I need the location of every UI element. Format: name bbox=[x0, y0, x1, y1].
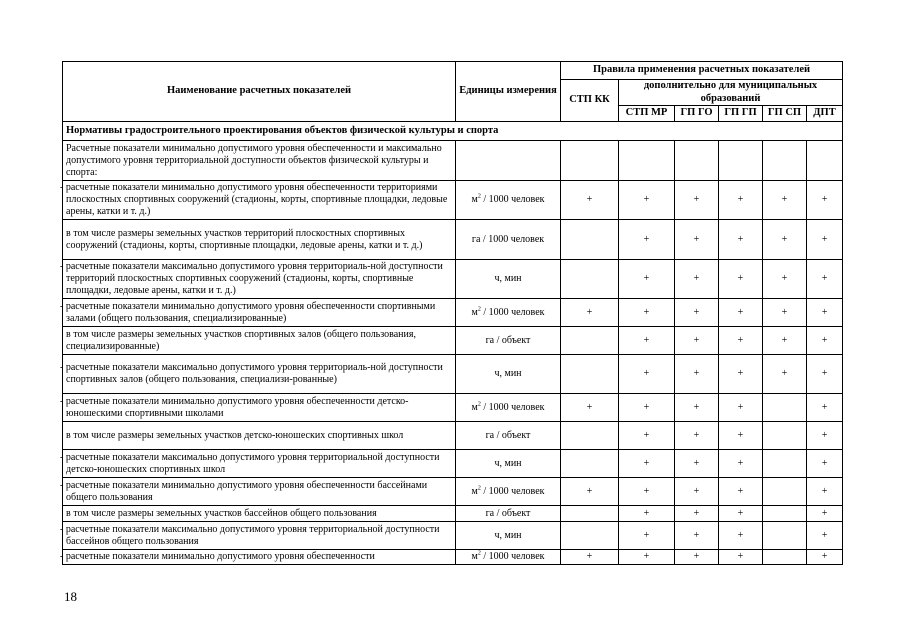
indicator-name: в том числе размеры земельных участков территорий плоскостных спортивных сооружений (стадионы, корты, спортивные площадки, ледовые арены, катки и т. д.) bbox=[63, 220, 456, 260]
applicability-mark: + bbox=[675, 394, 719, 422]
section-title: Нормативы градостроительного проектирования объектов физической культуры и спорта bbox=[63, 122, 843, 141]
applicability-mark: + bbox=[561, 394, 619, 422]
applicability-mark bbox=[561, 522, 619, 550]
applicability-mark: + bbox=[619, 506, 675, 522]
applicability-mark bbox=[561, 260, 619, 299]
applicability-mark bbox=[807, 141, 843, 181]
indicator-unit: га / 1000 человек bbox=[456, 220, 561, 260]
applicability-mark: + bbox=[719, 181, 763, 220]
indicator-name: - расчетные показатели минимально допустимого уровня обеспеченности спортивными залами (общего пользования, специализированные) bbox=[63, 299, 456, 327]
applicability-mark: + bbox=[763, 355, 807, 394]
applicability-mark: + bbox=[675, 422, 719, 450]
applicability-mark: + bbox=[561, 181, 619, 220]
header-dpt: ДПТ bbox=[807, 106, 843, 122]
applicability-mark: + bbox=[807, 450, 843, 478]
applicability-mark: + bbox=[619, 550, 675, 565]
applicability-mark: + bbox=[619, 478, 675, 506]
applicability-mark bbox=[763, 141, 807, 181]
indicator-unit: га / объект bbox=[456, 422, 561, 450]
applicability-mark: + bbox=[763, 220, 807, 260]
applicability-mark: + bbox=[675, 181, 719, 220]
header-stp-mr: СТП МР bbox=[619, 106, 675, 122]
indicator-name: - расчетные показатели максимально допустимого уровня территориальной доступности детско-юношеских спортивных школ bbox=[63, 450, 456, 478]
page-number: 18 bbox=[64, 589, 77, 604]
indicator-name: - расчетные показатели максимально допустимого уровня территориаль-ной доступности спортивных залов (общего пользования, специализи-рованные) bbox=[63, 355, 456, 394]
header-units: Единицы измерения bbox=[456, 62, 561, 122]
applicability-mark bbox=[561, 422, 619, 450]
table-row bbox=[63, 478, 843, 506]
applicability-mark: + bbox=[675, 355, 719, 394]
table-row bbox=[63, 260, 843, 299]
header-name: Наименование расчетных показателей bbox=[63, 62, 456, 122]
header-additional: дополнительно для муниципальных образований bbox=[619, 80, 843, 106]
table-row bbox=[63, 141, 843, 181]
applicability-mark: + bbox=[675, 299, 719, 327]
applicability-mark: + bbox=[719, 522, 763, 550]
applicability-mark: + bbox=[807, 506, 843, 522]
table-body bbox=[60, 122, 843, 565]
indicator-unit: $м^2 / 1000$ человек bbox=[456, 550, 561, 565]
applicability-mark: + bbox=[675, 478, 719, 506]
applicability-mark: + bbox=[619, 522, 675, 550]
applicability-mark: + bbox=[719, 299, 763, 327]
header-gp-gp: ГП ГП bbox=[719, 106, 763, 122]
applicability-mark: + bbox=[807, 327, 843, 355]
header-rules: Правила применения расчетных показателей bbox=[561, 62, 843, 80]
applicability-mark: + bbox=[719, 478, 763, 506]
applicability-mark: + bbox=[807, 478, 843, 506]
indicator-name: в том числе размеры земельных участков детско-юношеских спортивных школ bbox=[63, 422, 456, 450]
applicability-mark: + bbox=[619, 327, 675, 355]
indicator-unit: $м^2 / 1000$ человек bbox=[456, 181, 561, 220]
header-gp-sp: ГП СП bbox=[763, 106, 807, 122]
applicability-mark: + bbox=[619, 394, 675, 422]
indicator-name: в том числе размеры земельных участков бассейнов общего пользования bbox=[63, 506, 456, 522]
applicability-mark: + bbox=[719, 506, 763, 522]
indicator-unit: га / объект bbox=[456, 327, 561, 355]
table-row bbox=[63, 220, 843, 260]
applicability-mark: + bbox=[719, 220, 763, 260]
indicator-name: - расчетные показатели максимально допустимого уровня территориальной доступности бассейнов общего пользования bbox=[63, 522, 456, 550]
applicability-mark: + bbox=[807, 299, 843, 327]
applicability-mark: + bbox=[675, 327, 719, 355]
applicability-mark bbox=[561, 141, 619, 181]
applicability-mark bbox=[763, 394, 807, 422]
indicator-name: - расчетные показатели минимально допустимого уровня обеспеченности территориями плоскостных спортивных сооружений (стадионы, корты, спортивные площадки, ледовые арены, катки и т. д.) bbox=[63, 181, 456, 220]
table-row bbox=[63, 299, 843, 327]
applicability-mark: + bbox=[619, 260, 675, 299]
applicability-mark: + bbox=[561, 478, 619, 506]
table-row bbox=[63, 394, 843, 422]
applicability-mark: + bbox=[675, 522, 719, 550]
table-row bbox=[63, 450, 843, 478]
applicability-mark: + bbox=[675, 506, 719, 522]
applicability-mark: + bbox=[807, 260, 843, 299]
applicability-mark: + bbox=[675, 220, 719, 260]
applicability-mark: + bbox=[763, 260, 807, 299]
table-row bbox=[63, 506, 843, 522]
table-row bbox=[63, 422, 843, 450]
table-row bbox=[63, 355, 843, 394]
table-header bbox=[63, 62, 843, 122]
applicability-mark: + bbox=[675, 450, 719, 478]
table-row bbox=[63, 181, 843, 220]
applicability-mark bbox=[763, 522, 807, 550]
applicability-mark: + bbox=[619, 181, 675, 220]
applicability-mark: + bbox=[619, 220, 675, 260]
applicability-mark: + bbox=[719, 260, 763, 299]
indicator-unit: ч, мин bbox=[456, 522, 561, 550]
indicator-unit: ч, мин bbox=[456, 260, 561, 299]
applicability-mark: + bbox=[561, 299, 619, 327]
applicability-mark: + bbox=[719, 450, 763, 478]
applicability-mark bbox=[763, 450, 807, 478]
applicability-mark: + bbox=[763, 327, 807, 355]
applicability-mark bbox=[763, 506, 807, 522]
applicability-mark bbox=[561, 355, 619, 394]
applicability-mark: + bbox=[763, 181, 807, 220]
applicability-mark: + bbox=[675, 260, 719, 299]
applicability-mark: + bbox=[719, 355, 763, 394]
indicator-name: Расчетные показатели минимально допустимого уровня обеспеченности и максимально допустимого уровня территориальной доступности объектов физической культуры и спорта: bbox=[63, 141, 456, 181]
indicator-unit: ч, мин bbox=[456, 450, 561, 478]
applicability-mark bbox=[719, 141, 763, 181]
header-stp-kk: СТП КК bbox=[561, 80, 619, 122]
applicability-mark: + bbox=[719, 422, 763, 450]
applicability-mark: + bbox=[675, 550, 719, 565]
applicability-mark bbox=[561, 220, 619, 260]
applicability-mark: + bbox=[719, 327, 763, 355]
applicability-mark bbox=[561, 450, 619, 478]
header-gp-go: ГП ГО bbox=[675, 106, 719, 122]
applicability-mark bbox=[763, 550, 807, 565]
indicator-unit: га / объект bbox=[456, 506, 561, 522]
applicability-mark bbox=[561, 506, 619, 522]
indicator-name: - расчетные показатели минимально допустимого уровня обеспеченности детско-юношескими спортивными школами bbox=[63, 394, 456, 422]
applicability-mark bbox=[763, 478, 807, 506]
applicability-mark bbox=[619, 141, 675, 181]
applicability-mark: + bbox=[807, 394, 843, 422]
applicability-mark: + bbox=[619, 299, 675, 327]
indicator-name: - расчетные показатели максимально допустимого уровня территориаль-ной доступности территорий плоскостных спортивных сооружений (стадионы, корты, спортивные площадки, ледовые арены, катки и т. д.) bbox=[63, 260, 456, 299]
applicability-mark: + bbox=[619, 355, 675, 394]
applicability-mark: + bbox=[719, 394, 763, 422]
applicability-mark: + bbox=[807, 522, 843, 550]
indicator-unit: $м^2 / 1000$ человек bbox=[456, 299, 561, 327]
indicator-unit bbox=[456, 141, 561, 181]
norms-table bbox=[62, 61, 843, 565]
section-row bbox=[63, 122, 843, 141]
indicator-name: - расчетные показатели минимально допустимого уровня обеспеченности bbox=[63, 550, 456, 565]
indicator-unit: $м^2 / 1000$ человек bbox=[456, 394, 561, 422]
table-row bbox=[63, 327, 843, 355]
indicator-unit: ч, мин bbox=[456, 355, 561, 394]
applicability-mark: + bbox=[619, 422, 675, 450]
applicability-mark: + bbox=[561, 550, 619, 565]
applicability-mark: + bbox=[719, 550, 763, 565]
applicability-mark: + bbox=[807, 550, 843, 565]
applicability-mark: + bbox=[807, 355, 843, 394]
applicability-mark: + bbox=[807, 181, 843, 220]
indicator-name: в том числе размеры земельных участков спортивных залов (общего пользования, специализированные) bbox=[63, 327, 456, 355]
applicability-mark bbox=[561, 327, 619, 355]
applicability-mark: + bbox=[619, 450, 675, 478]
applicability-mark bbox=[763, 422, 807, 450]
applicability-mark: + bbox=[807, 422, 843, 450]
indicator-unit: $м^2 / 1000$ человек bbox=[456, 478, 561, 506]
table-row bbox=[63, 550, 843, 565]
table-row bbox=[63, 522, 843, 550]
indicator-name: - расчетные показатели минимально допустимого уровня обеспеченности бассейнами общего пользования bbox=[63, 478, 456, 506]
applicability-mark: + bbox=[807, 220, 843, 260]
applicability-mark bbox=[675, 141, 719, 181]
applicability-mark: + bbox=[763, 299, 807, 327]
